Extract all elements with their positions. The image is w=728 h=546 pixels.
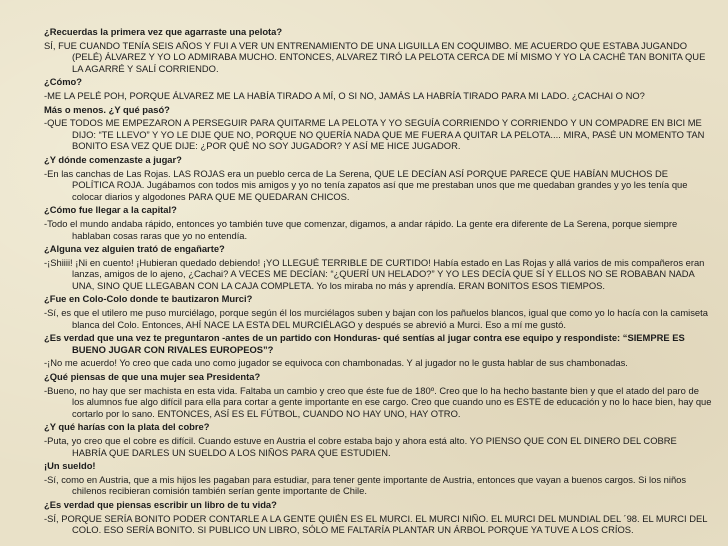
interview-answer: -Todo el mundo andaba rápido, entonces yo también tuve que comenzar, digamos, a andar rápido. La gente era diferente de La Serena, porque siempre hablaban cosas raras que yo no entendía. (44, 217, 678, 241)
interview-answer: -Puta, yo creo que el cobre es difícil. Cuando estuve en Austria el cobre estaba bajo y ahora está alto. YO PIENSO QUE CON EL DINERO DEL COBRE HABRÍA QUE DARLES UN SUELDO A LOS NIÑOS PARA QUE ESTUDIEN. (44, 435, 677, 458)
interview-question: Más o menos. ¿Y qué pasó? (44, 103, 170, 115)
interview-answer: SÍ, FUE CUANDO TENÍA SEIS AÑOS Y FUI A VER UN ENTRENAMIENTO DE UNA LIGUILLA EN COQUIMBO. ME ACUERDO QUE ESTABA JUGANDO (PELÉ) ÁLVAREZ Y YO LO ADMIRABA MUCHO. ENTONCES, ALVAREZ TIRÓ LA PELOTA CERCA DE MÍ MISMO Y YO LA CACHÉ TAN BONITA QUE LA AGARRÉ Y SALÍ CORRIENDO. (44, 39, 706, 74)
interview-question: ¿Y dónde comenzaste a jugar? (44, 153, 182, 165)
interview-answer: -En las canchas de Las Rojas. LAS ROJAS era un pueblo cerca de La Serena, QUE LE DECÍAN ASÍ PORQUE PARECE QUE HABÍAN MUCHOS DE POLÍTICA ROJA. Jugábamos con todos mis amigos y yo no tenía zapatos así que me prestaban unos que me quedaban grandes y yo les tenía que colocar diarios y algodones PARA QUE ME QUEDARAN CHICOS. (44, 167, 688, 202)
interview-answer: -QUE TODOS ME EMPEZARON A PERSEGUIR PARA QUITARME LA PELOTA Y YO SEGUÍA CORRIENDO Y CORRIENDO Y UN COMPADRE EN BICI ME DIJO: “TE LLEVO” Y YO LE DIJE QUE NO, PORQUE NO QUERÍA NADA QUE ME FUERA A QUITAR LA PELOTA.... MIRA, PASÉ UN MOMENTO TAN BONITO ESA VEZ QUE DIJE: ¿POR QUÉ NO SOY JUGADOR? Y ASÍ ME HICE JUGADOR. (44, 117, 705, 152)
interview-question: ¿Recuerdas la primera vez que agarraste una pelota? (44, 26, 283, 37)
interview-answer: -Bueno, no hay que ser machista en esta vida. Faltaba un cambio y creo que éste fue de 180º. Creo que lo ha hecho bastante bien y que el atado del paro de los alumnos fue algo difícil para ella para cortar a gente importante en ese cargo. Creo que cuando uno es ESTE de educación y no lo hace bien, hay que cortarlo por lo sano. ENTONCES, ASÍ ES EL FÚTBOL, CUANDO NO HAY UNO, HAY OTRO. (44, 384, 712, 419)
interview-question: ¿Qué piensas de que una mujer sea Presidenta? (44, 371, 261, 383)
interview-question: ¿Cómo fue llegar a la capital? (44, 204, 177, 216)
interview-question: ¿Es verdad que piensas escribir un libro de tu vida? (44, 498, 277, 510)
interview-question: ¿Alguna vez alguien trató de engañarte? (44, 243, 225, 255)
interview-answer: -Sí, es que el utilero me puso murciélago, porque según él los murciélagos suben y bajan con los pañuelos blancos, igual que como yo lo hacía con la camiseta blanca del Colo. Entonces, AHÍ NACE LA ESTA DEL MURCIÉLAGO y después se abrevió a Murci. Eso a mí me gustó. (44, 307, 708, 330)
interview-answer: -ME LA PELÉ POH, PORQUE ÁLVAREZ ME LA HABÍA TIRADO A MÍ, O SI NO, JAMÁS LA HABRÍA TIRADO PARA MI LADO. ¿CACHAI O NO? (44, 89, 645, 101)
interview-answer: -SÍ, PORQUE SERÍA BONITO PODER CONTARLE A LA GENTE QUIÉN ES EL MURCI. EL MURCI NIÑO. EL MURCI DEL MUNDIAL DEL ´98. EL MURCI DEL COLO. ESO SERÍA BONITO. SI PUBLICO UN LIBRO, SÓLO ME FALTARÍA PLANTAR UN ÁRBOL PORQUE YA TUVE A LOS CRÍOS. (44, 512, 708, 536)
interview-answer: -Sí, como en Austria, que a mis hijos les pagaban para estudiar, para tener gente importante de Austria, entonces que vayan a buenos cargos. Si los niños chilenos recibieran comisión también serían gente importante de Chile. (44, 473, 687, 497)
interview-answer: -¡Shiiii! ¡Ni en cuento! ¡Hubieran quedado debiendo! ¡YO LLEGUÉ TERRIBLE DE CURTIDO! Había estado en Las Rojas y allá varios de mis compañeros eran lanzas, amigos de lo ajeno, ¿Cachai? A VECES ME DECÍAN: “¿QUERÍ UN HELADO?” Y YO LES DECÍA QUE SÍ Y ELLOS NO SE ROBABAN NADA UNA, SINO QUE LLEGABAN CON LA CAJA COMPLETA. Yo los miraba no más y aprendía. ERAN BONITOS ESOS TIEMPOS. (44, 256, 705, 291)
interview-question: ¿Cómo? (44, 76, 83, 88)
interview-question: ¿Es verdad que una vez te preguntaron -antes de un partido con Honduras- qué sentías al jugar contra ese equipo y respondiste: “SIEMPRE ES BUENO JUGAR CON RIVALES EUROPEOS”? (44, 332, 685, 355)
interview-answer: -¡No me acuerdo! Yo creo que cada uno como jugador se equivoca con chambonadas. Y al jugador no le gusta hablar de sus chambonadas. (44, 357, 628, 369)
interview-question: ¿Y qué harías con la plata del cobre? (44, 421, 210, 433)
interview-question: ¡Un sueldo! (44, 460, 96, 472)
interview-question: ¿Fue en Colo-Colo donde te bautizaron Murci? (44, 293, 253, 305)
